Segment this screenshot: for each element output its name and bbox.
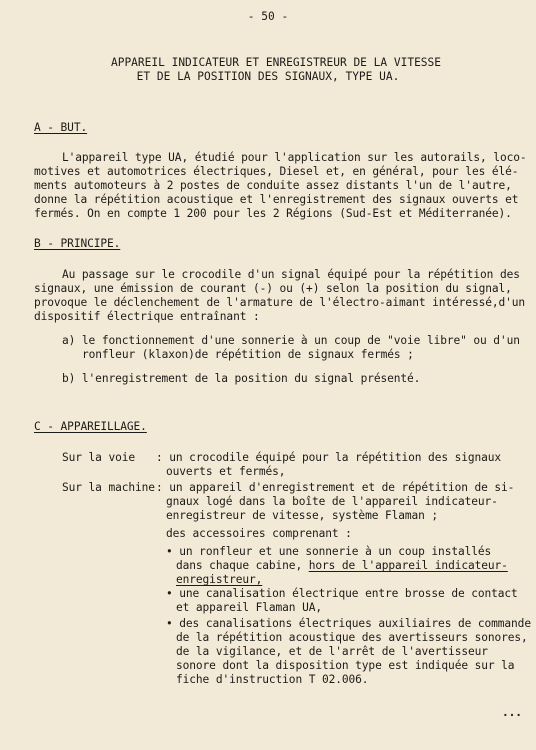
page-number: - 50 - xyxy=(247,10,289,23)
section-a-heading: A - BUT. xyxy=(34,121,88,134)
bullet-3-line-1: • des canalisations électriques auxiliaires de commande xyxy=(166,617,531,630)
section-b-line-3: provoque le déclenchement de l'armature de l'électro-aimant intéressé,d'un xyxy=(34,296,526,309)
section-b-item-a-line-1: a) le fonctionnement d'une sonnerie à un coup de "voie libre" ou d'un xyxy=(62,334,520,347)
section-a-line-4: donne la répétition acoustique et l'enregistrement des signaux ouverts et xyxy=(34,193,519,206)
section-a-line-2: motives et automotrices électriques, Diesel et, en général, pour les élé- xyxy=(34,165,519,178)
bullet-2-line-2: et appareil Flaman UA, xyxy=(176,601,322,614)
continuation-mark: ... xyxy=(502,706,522,719)
machine-line-1: : un appareil d'enregistrement et de répétition de si- xyxy=(156,481,515,494)
section-a-line-3: ments automoteurs à 2 postes de conduite assez distants l'un de l'autre, xyxy=(34,179,512,192)
section-b-line-2: signaux, une émission de courant (-) ou (+) selon la position du signal, xyxy=(34,282,512,295)
section-b-item-b: b) l'enregistrement de la position du signal présenté. xyxy=(62,372,421,385)
section-a-line-1: L'appareil type UA, étudié pour l'application sur les autorails, loco- xyxy=(62,151,527,164)
machine-line-2: gnaux logé dans la boîte de l'appareil indicateur- xyxy=(166,495,498,508)
section-b-heading: B - PRINCIPE. xyxy=(34,237,121,250)
bullet-2-line-1: • une canalisation électrique entre brosse de contact xyxy=(166,587,518,600)
title-line-1: APPAREIL INDICATEUR ET ENREGISTREUR DE LA VITESSE xyxy=(110,56,442,69)
bullet-1-line-3: enregistreur, xyxy=(176,573,263,586)
accessoires-label: des accessoires comprenant : xyxy=(166,527,352,540)
title-line-2: ET DE LA POSITION DES SIGNAUX, TYPE UA. xyxy=(136,70,400,83)
bullet-1-line-1: • un ronfleur et une sonnerie à un coup installés xyxy=(166,545,492,558)
section-a-line-5: fermés. On en compte 1 200 pour les 2 Régions (Sud-Est et Méditerranée). xyxy=(34,207,512,220)
bullet-1-line-2-underlined: hors de l'appareil indicateur- xyxy=(308,559,508,572)
bullet-1-line-2 xyxy=(176,559,508,573)
voie-line-1: : un crocodile équipé pour la répétition des signaux xyxy=(156,451,502,464)
bullet-1-line-2-plain: dans chaque cabine, xyxy=(176,559,309,572)
section-b-item-a-line-2: ronfleur (klaxon)de répétition de signaux fermés ; xyxy=(82,348,414,361)
bullet-3-line-5: fiche d'instruction T 02.006. xyxy=(176,673,369,686)
bullet-3-line-3: de la vigilance, et de l'arrêt de l'avertisseur xyxy=(176,645,488,658)
bullet-3-line-4: sonore dont la disposition type est indiquée sur la xyxy=(176,659,515,672)
section-b-line-1: Au passage sur le crocodile d'un signal équipé pour la répétition des xyxy=(62,268,520,281)
voie-label: Sur la voie xyxy=(62,451,135,464)
bullet-3-line-2: de la répétition acoustique des avertisseurs sonores, xyxy=(176,631,528,644)
machine-line-3: enregistreur de vitesse, système Flaman ; xyxy=(166,509,439,522)
machine-label: Sur la machine xyxy=(62,481,155,494)
section-c-heading: C - APPAREILLAGE. xyxy=(34,420,147,433)
voie-line-2: ouverts et fermés, xyxy=(166,465,286,478)
section-b-line-4: dispositif électrique entraînant : xyxy=(34,310,260,323)
